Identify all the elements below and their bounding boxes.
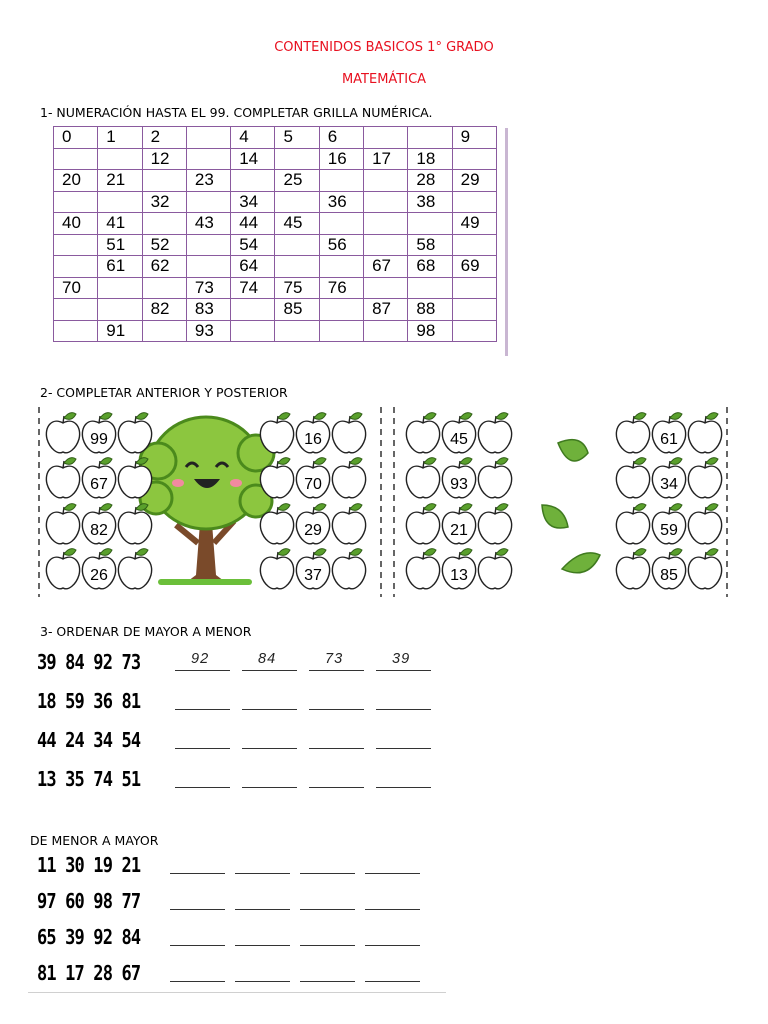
grid-cell: 45 [275, 213, 319, 235]
grid-cell: 6 [319, 127, 363, 149]
grid-cell[interactable] [452, 277, 496, 299]
grid-cell[interactable] [54, 320, 98, 342]
grid-cell[interactable] [319, 320, 363, 342]
grid-cell: 83 [186, 299, 230, 321]
grid-cell: 41 [98, 213, 142, 235]
grid-cell[interactable] [275, 234, 319, 256]
answer-blank[interactable] [242, 748, 297, 749]
answer-blank[interactable] [175, 670, 230, 671]
apple-blank[interactable] [616, 458, 649, 498]
answer-blank[interactable] [235, 909, 290, 910]
grid-cell: 56 [319, 234, 363, 256]
apple-label: 16 [304, 431, 322, 448]
worksheet-title: CONTENIDOS BASICOS 1° GRADO [274, 40, 494, 55]
grid-row [54, 170, 497, 192]
grid-cell[interactable] [364, 191, 408, 213]
handwritten-answer: 84 [258, 651, 277, 667]
grid-cell[interactable] [142, 213, 186, 235]
answer-blank[interactable] [242, 709, 297, 710]
apple-label: 34 [660, 476, 678, 493]
grid-cell[interactable] [364, 320, 408, 342]
grid-row [54, 320, 497, 342]
apple-label: 37 [304, 567, 322, 584]
apple-blank[interactable] [406, 549, 439, 589]
apple-number [652, 549, 685, 589]
apple-label: 82 [90, 522, 108, 539]
apple-label: 85 [660, 567, 678, 584]
grid-cell: 34 [231, 191, 275, 213]
grid-cell[interactable] [364, 213, 408, 235]
grid-row [54, 127, 497, 149]
grid-cell[interactable] [186, 256, 230, 278]
apple-blank[interactable] [616, 549, 649, 589]
grid-cell: 17 [364, 148, 408, 170]
answer-blank[interactable] [235, 981, 290, 982]
apple-blank[interactable] [332, 549, 365, 589]
number-set: 44 24 34 54 [37, 728, 141, 752]
number-set: 39 84 92 73 [37, 650, 141, 674]
answer-blank[interactable] [170, 945, 225, 946]
answer-blank[interactable] [309, 748, 364, 749]
apple-blank[interactable] [616, 413, 649, 453]
apple-number [652, 458, 685, 498]
grid-cell: 64 [231, 256, 275, 278]
grid-cell[interactable] [275, 191, 319, 213]
apple-blank[interactable] [260, 549, 293, 589]
answer-blank[interactable] [309, 787, 364, 788]
apple-blank[interactable] [406, 413, 439, 453]
number-grid [53, 126, 497, 342]
apple-blank[interactable] [46, 504, 79, 544]
grid-cell: 14 [231, 148, 275, 170]
apple-blank[interactable] [688, 549, 721, 589]
grid-row [54, 191, 497, 213]
grid-cell[interactable] [408, 213, 452, 235]
apple-label: 70 [304, 476, 322, 493]
grid-cell: 93 [186, 320, 230, 342]
grid-cell[interactable] [452, 148, 496, 170]
grid-cell[interactable] [275, 320, 319, 342]
number-set: 18 59 36 81 [37, 689, 141, 713]
grid-cell: 75 [275, 277, 319, 299]
number-set: 81 17 28 67 [37, 961, 141, 985]
grid-cell[interactable] [275, 256, 319, 278]
tree-illustration [140, 417, 274, 585]
grid-cell[interactable] [98, 191, 142, 213]
answer-blank[interactable] [365, 981, 420, 982]
apple-number [82, 413, 115, 453]
apple-label: 21 [450, 522, 468, 539]
grid-edge [505, 128, 508, 356]
grid-cell: 20 [54, 170, 98, 192]
apple-label: 45 [450, 431, 468, 448]
grid-cell: 74 [231, 277, 275, 299]
grid-cell[interactable] [98, 148, 142, 170]
grid-cell: 67 [364, 256, 408, 278]
apple-label: 13 [450, 567, 468, 584]
bottom-rule [28, 992, 446, 993]
answer-blank[interactable] [365, 945, 420, 946]
answer-blank[interactable] [170, 981, 225, 982]
grid-cell: 82 [142, 299, 186, 321]
section2-heading: 2- COMPLETAR ANTERIOR Y POSTERIOR [40, 385, 288, 400]
subject-title: MATEMÁTICA [341, 72, 427, 87]
apple-blank[interactable] [478, 549, 511, 589]
grid-cell[interactable] [142, 277, 186, 299]
apple-number [652, 413, 685, 453]
number-set: 65 39 92 84 [37, 925, 141, 949]
grid-cell: 62 [142, 256, 186, 278]
grid-row [54, 277, 497, 299]
grid-cell[interactable] [408, 127, 452, 149]
apple-exercise [38, 403, 732, 599]
grid-cell: 70 [54, 277, 98, 299]
answer-blank[interactable] [376, 709, 431, 710]
grid-cell: 25 [275, 170, 319, 192]
apple-blank[interactable] [332, 413, 365, 453]
answer-blank[interactable] [175, 709, 230, 710]
grid-cell[interactable] [364, 277, 408, 299]
grid-row [54, 234, 497, 256]
section1-heading: 1- NUMERACIÓN HASTA EL 99. COMPLETAR GRILLA NUMÉRICA. [40, 105, 433, 120]
grid-cell[interactable] [452, 234, 496, 256]
apple-number [82, 549, 115, 589]
grid-cell: 44 [231, 213, 275, 235]
apple-blank[interactable] [616, 504, 649, 544]
section3-heading: 3- ORDENAR DE MAYOR A MENOR [40, 624, 252, 639]
answer-blank[interactable] [376, 748, 431, 749]
answer-blank[interactable] [242, 670, 297, 671]
apple-number [442, 504, 475, 544]
grid-cell: 29 [452, 170, 496, 192]
apple-blank[interactable] [332, 458, 365, 498]
apple-blank[interactable] [332, 504, 365, 544]
answer-blank[interactable] [242, 787, 297, 788]
grid-cell[interactable] [142, 320, 186, 342]
grid-cell[interactable] [408, 277, 452, 299]
grid-row [54, 299, 497, 321]
grid-cell: 69 [452, 256, 496, 278]
handwritten-answer: 73 [325, 651, 344, 667]
answer-blank[interactable] [376, 670, 431, 671]
grid-cell: 85 [275, 299, 319, 321]
apple-blank[interactable] [46, 549, 79, 589]
grid-cell[interactable] [364, 170, 408, 192]
answer-blank[interactable] [300, 945, 355, 946]
grid-cell: 9 [452, 127, 496, 149]
apple-blank[interactable] [46, 413, 79, 453]
grid-cell: 51 [98, 234, 142, 256]
grid-cell[interactable] [319, 256, 363, 278]
grid-cell: 38 [408, 191, 452, 213]
apple-number [296, 413, 329, 453]
grid-cell: 1 [98, 127, 142, 149]
apple-blank[interactable] [688, 458, 721, 498]
grid-cell: 87 [364, 299, 408, 321]
answer-blank[interactable] [300, 873, 355, 874]
grid-cell[interactable] [54, 256, 98, 278]
apple-label: 61 [660, 431, 678, 448]
apple-blank[interactable] [478, 504, 511, 544]
grid-cell[interactable] [319, 213, 363, 235]
grid-cell[interactable] [364, 234, 408, 256]
grid-cell[interactable] [54, 191, 98, 213]
grid-cell[interactable] [142, 170, 186, 192]
grid-cell: 68 [408, 256, 452, 278]
apple-label: 93 [450, 476, 468, 493]
grid-cell[interactable] [319, 299, 363, 321]
apple-label: 67 [90, 476, 108, 493]
apple-blank[interactable] [688, 504, 721, 544]
grid-cell: 23 [186, 170, 230, 192]
grid-cell: 4 [231, 127, 275, 149]
grid-cell: 49 [452, 213, 496, 235]
leaf-decoration [542, 440, 600, 573]
grid-cell[interactable] [275, 148, 319, 170]
apple-label: 29 [304, 522, 322, 539]
answer-blank[interactable] [235, 945, 290, 946]
grid-cell[interactable] [452, 191, 496, 213]
answer-blank[interactable] [376, 787, 431, 788]
apple-label: 59 [660, 522, 678, 539]
grid-cell: 76 [319, 277, 363, 299]
grid-cell[interactable] [231, 320, 275, 342]
apple-number [442, 413, 475, 453]
grid-cell: 16 [319, 148, 363, 170]
grid-cell: 21 [98, 170, 142, 192]
apple-label: 26 [90, 567, 108, 584]
grid-cell: 91 [98, 320, 142, 342]
grid-cell: 58 [408, 234, 452, 256]
apple-blank[interactable] [688, 413, 721, 453]
grid-cell[interactable] [186, 148, 230, 170]
apple-blank[interactable] [118, 549, 151, 589]
grid-row [54, 148, 497, 170]
number-set: 13 35 74 51 [37, 767, 141, 791]
answer-blank[interactable] [309, 670, 364, 671]
apple-number [82, 458, 115, 498]
apple-number [82, 504, 115, 544]
grid-cell: 0 [54, 127, 98, 149]
apple-number [296, 504, 329, 544]
grid-cell[interactable] [54, 234, 98, 256]
grid-cell[interactable] [364, 127, 408, 149]
grid-cell[interactable] [452, 299, 496, 321]
grid-cell[interactable] [54, 148, 98, 170]
grid-cell: 40 [54, 213, 98, 235]
grid-row [54, 256, 497, 278]
grid-cell: 18 [408, 148, 452, 170]
answer-blank[interactable] [235, 873, 290, 874]
answer-blank[interactable] [300, 909, 355, 910]
answer-blank[interactable] [365, 909, 420, 910]
grid-cell: 28 [408, 170, 452, 192]
grid-cell[interactable] [98, 299, 142, 321]
grid-cell[interactable] [186, 234, 230, 256]
apple-blank[interactable] [118, 413, 151, 453]
grid-cell[interactable] [319, 170, 363, 192]
grid-cell: 32 [142, 191, 186, 213]
grid-cell[interactable] [54, 299, 98, 321]
grid-cell: 54 [231, 234, 275, 256]
grid-cell: 12 [142, 148, 186, 170]
apple-number [296, 458, 329, 498]
apple-number [442, 549, 475, 589]
grid-cell: 2 [142, 127, 186, 149]
grid-row [54, 213, 497, 235]
apple-blank[interactable] [406, 504, 439, 544]
grid-cell[interactable] [452, 320, 496, 342]
apple-number [296, 549, 329, 589]
apple-number [652, 504, 685, 544]
section4-heading: DE MENOR A MAYOR [30, 833, 159, 848]
apple-blank[interactable] [406, 458, 439, 498]
number-set: 97 60 98 77 [37, 889, 141, 913]
handwritten-answer: 39 [392, 651, 411, 667]
answer-blank[interactable] [175, 787, 230, 788]
grid-cell: 5 [275, 127, 319, 149]
grid-cell: 52 [142, 234, 186, 256]
apple-blank[interactable] [478, 458, 511, 498]
number-set: 11 30 19 21 [37, 853, 141, 877]
answer-blank[interactable] [170, 909, 225, 910]
grid-cell[interactable] [98, 277, 142, 299]
grid-cell[interactable] [186, 191, 230, 213]
answer-blank[interactable] [175, 748, 230, 749]
grid-cell: 61 [98, 256, 142, 278]
answer-blank[interactable] [309, 709, 364, 710]
grid-cell: 88 [408, 299, 452, 321]
grid-cell: 43 [186, 213, 230, 235]
grid-cell: 73 [186, 277, 230, 299]
grid-cell[interactable] [231, 299, 275, 321]
apple-number [442, 458, 475, 498]
apple-label: 99 [90, 431, 108, 448]
answer-blank[interactable] [365, 873, 420, 874]
apple-blank[interactable] [478, 413, 511, 453]
grid-cell[interactable] [186, 127, 230, 149]
grid-cell: 36 [319, 191, 363, 213]
answer-blank[interactable] [170, 873, 225, 874]
apple-blank[interactable] [46, 458, 79, 498]
handwritten-answer: 92 [191, 651, 210, 667]
apple-blank[interactable] [260, 413, 293, 453]
answer-blank[interactable] [300, 981, 355, 982]
grid-cell: 98 [408, 320, 452, 342]
grid-cell[interactable] [231, 170, 275, 192]
